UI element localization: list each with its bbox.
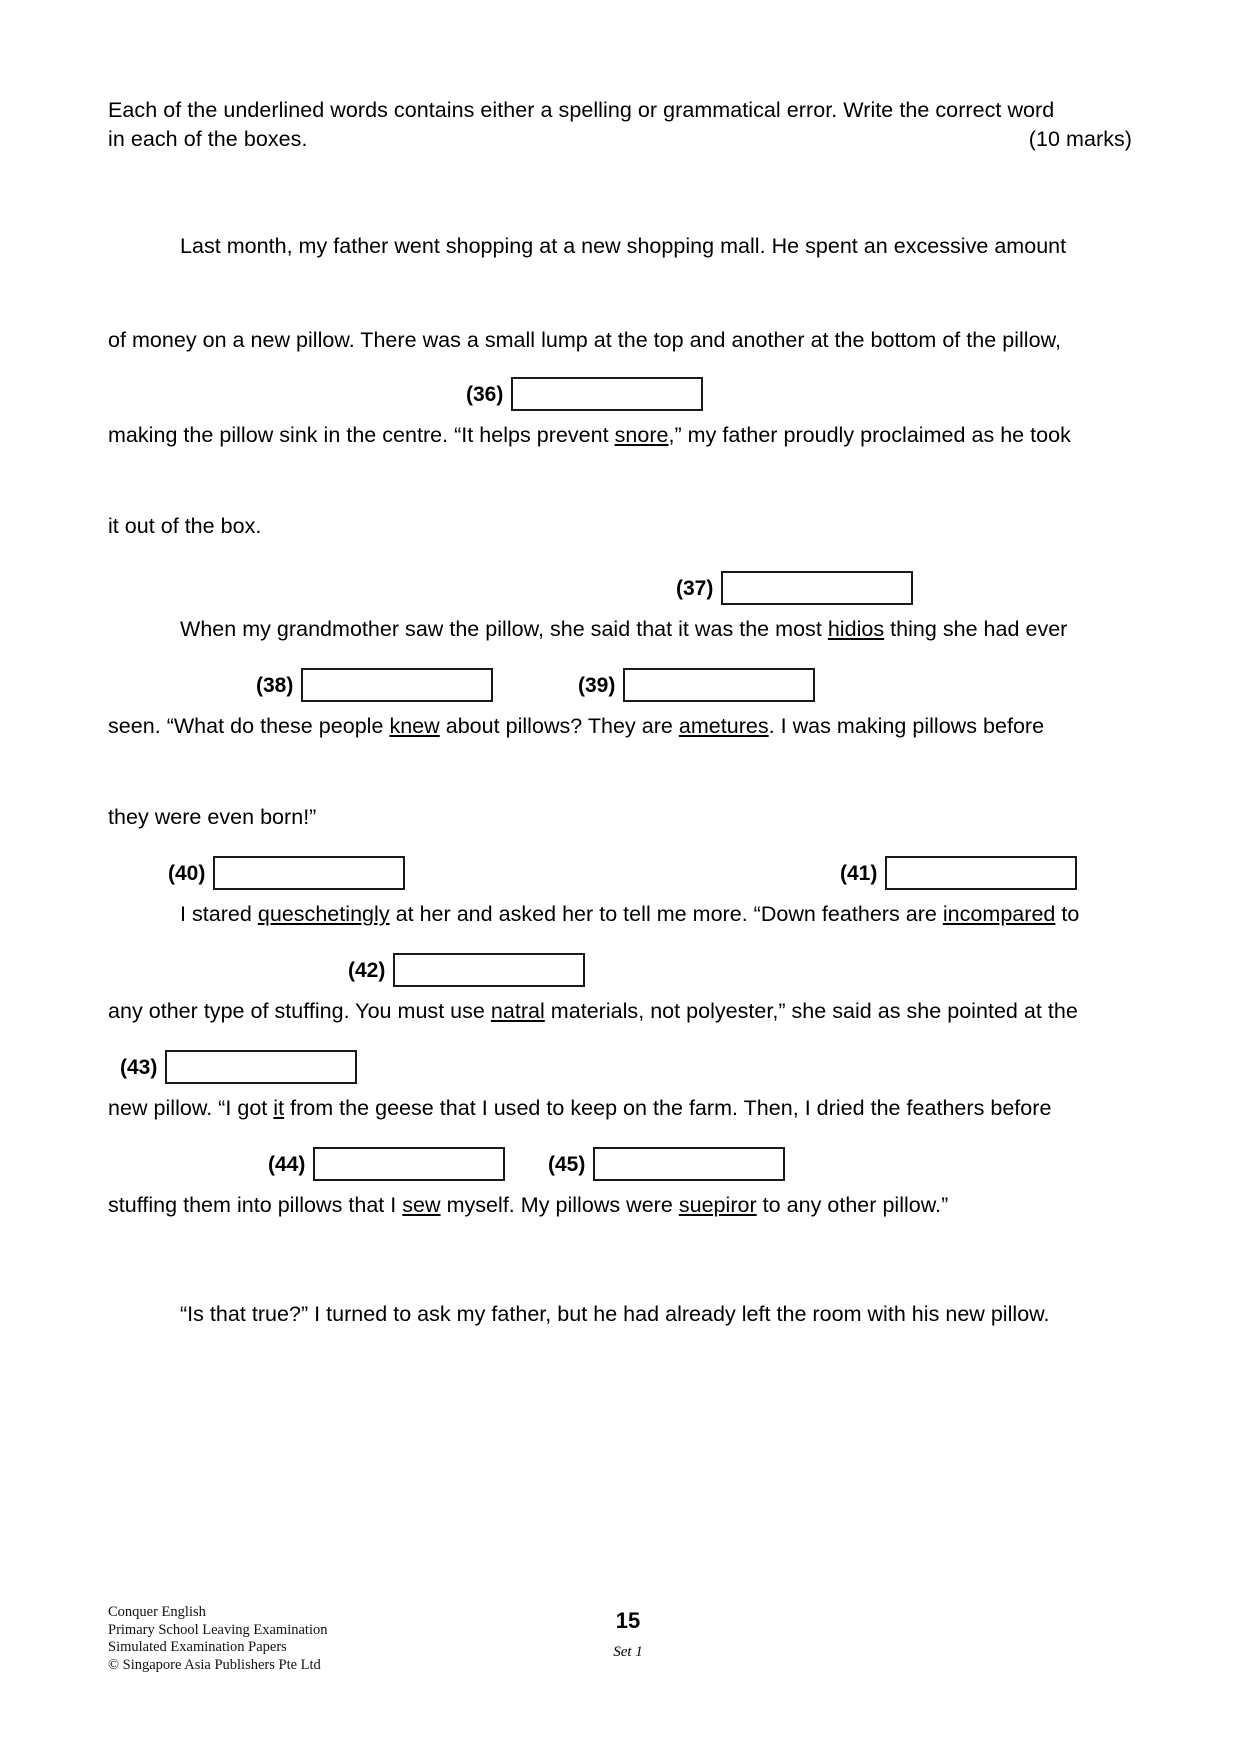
underlined-error-incompared: incompared <box>942 902 1056 926</box>
text-segment: . I was making pillows before <box>768 714 1045 738</box>
underlined-error-ametures: ametures <box>678 714 769 738</box>
spacer <box>108 450 1132 512</box>
answer-box-row-43 <box>108 1050 1132 1088</box>
page-content <box>108 96 1132 1329</box>
passage-line-p1-3 <box>108 421 1132 450</box>
answer-field-39[interactable] <box>578 668 815 702</box>
answer-box-37[interactable] <box>721 571 913 605</box>
text-segment: to <box>1055 902 1080 926</box>
passage-line-p3-2 <box>108 997 1132 1026</box>
footer-line-2: Primary School Leaving Examination <box>108 1621 328 1638</box>
text-segment: stuffing them into pillows that I <box>108 1193 403 1217</box>
answer-box-41[interactable] <box>885 856 1077 890</box>
spacer <box>108 741 1132 803</box>
passage-line-p2-3: they were even born!” <box>108 805 317 829</box>
answer-box-45[interactable] <box>593 1147 785 1181</box>
underlined-error-knew: knew <box>389 714 440 738</box>
spacer <box>108 261 1132 326</box>
answer-field-40[interactable] <box>168 856 405 890</box>
footer-line-1: Conquer English <box>108 1604 206 1620</box>
answer-box-38[interactable] <box>301 668 493 702</box>
passage-line-p3-3 <box>108 1094 1132 1123</box>
underlined-error-sew: sew <box>402 1193 441 1217</box>
text-segment: from the geese that I used to keep on the farm. Then, I dried the feathers before <box>284 1096 1052 1120</box>
answer-number-39: (39) <box>578 673 616 697</box>
answer-number-38: (38) <box>256 673 294 697</box>
passage-line-p2-1 <box>108 615 1132 644</box>
instruction-line-1: Each of the underlined words contains either a spelling or grammatical error. Write the correct word <box>108 98 1055 122</box>
answer-field-43[interactable] <box>120 1050 357 1084</box>
set-label: Set 1 <box>613 1644 643 1660</box>
passage-line-p3-1 <box>108 900 1132 929</box>
answer-box-row-36 <box>108 377 1132 415</box>
text-segment: making the pillow sink in the centre. “It helps prevent <box>108 423 615 447</box>
answer-box-row-40-41 <box>108 856 1132 894</box>
passage-line-p1-4: it out of the box. <box>108 514 262 538</box>
underlined-error-it: it <box>273 1096 285 1120</box>
answer-box-39[interactable] <box>623 668 815 702</box>
answer-box-row-37 <box>108 571 1132 609</box>
text-segment: I stared <box>180 902 258 926</box>
answer-box-row-42 <box>108 953 1132 991</box>
footer-publisher-block <box>108 1604 327 1674</box>
underlined-error-natral: natral <box>490 999 545 1023</box>
underlined-error-snore: snore <box>614 423 669 447</box>
answer-number-45: (45) <box>548 1152 586 1176</box>
answer-number-40: (40) <box>168 861 206 885</box>
answer-box-row-38-39 <box>108 668 1132 706</box>
footer-line-3: Simulated Examination Papers <box>108 1639 287 1655</box>
answer-box-42[interactable] <box>393 953 585 987</box>
footer-line-4: © Singapore Asia Publishers Pte Ltd <box>108 1656 321 1673</box>
text-segment: new pillow. “I got <box>108 1096 274 1120</box>
answer-field-44[interactable] <box>268 1147 505 1181</box>
answer-number-42: (42) <box>348 958 386 982</box>
underlined-error-queschetingly: queschetingly <box>257 902 390 926</box>
answer-field-38[interactable] <box>256 668 493 702</box>
passage-line-p4-1: “Is that true?” I turned to ask my father, but he had already left the room with his new pillow. <box>180 1302 1050 1326</box>
answer-box-row-44-45 <box>108 1147 1132 1185</box>
instruction-line-2-row <box>108 125 1132 154</box>
answer-field-37[interactable] <box>676 571 913 605</box>
passage-line-p1-1: Last month, my father went shopping at a new shopping mall. He spent an excessive amount <box>180 234 1067 258</box>
marks-label: (10 marks) <box>1028 127 1132 151</box>
instruction-block <box>108 96 1132 154</box>
spacer <box>108 1220 1132 1300</box>
answer-field-41[interactable] <box>840 856 1077 890</box>
text-segment: seen. “What do these people <box>108 714 390 738</box>
answer-number-37: (37) <box>676 576 714 600</box>
answer-number-44: (44) <box>268 1152 306 1176</box>
answer-field-42[interactable] <box>348 953 585 987</box>
answer-number-43: (43) <box>120 1055 158 1079</box>
underlined-error-hidios: hidios <box>827 617 885 641</box>
answer-field-45[interactable] <box>548 1147 785 1181</box>
text-segment: When my grandmother saw the pillow, she said that it was the most <box>180 617 828 641</box>
text-segment: ,” my father proudly proclaimed as he took <box>668 423 1071 447</box>
text-segment: at her and asked her to tell me more. “Down feathers are <box>389 902 943 926</box>
text-segment: any other type of stuffing. You must use <box>108 999 491 1023</box>
text-segment: myself. My pillows were <box>440 1193 679 1217</box>
answer-box-43[interactable] <box>165 1050 357 1084</box>
text-segment: materials, not polyester,” she said as she pointed at the <box>544 999 1078 1023</box>
passage-block <box>108 232 1132 1329</box>
page-footer <box>108 1604 1132 1682</box>
underlined-error-suepiror: suepiror <box>678 1193 757 1217</box>
answer-field-36[interactable] <box>466 377 703 411</box>
answer-number-36: (36) <box>466 382 504 406</box>
passage-line-p1-2: of money on a new pillow. There was a small lump at the top and another at the bottom of the pillow, <box>108 328 1061 352</box>
text-segment: to any other pillow.” <box>756 1193 949 1217</box>
instruction-line-2: in each of the boxes. <box>108 127 308 151</box>
text-segment: about pillows? They are <box>439 714 679 738</box>
answer-box-40[interactable] <box>213 856 405 890</box>
passage-line-p2-2 <box>108 712 1132 741</box>
passage-line-p3-4 <box>108 1191 1132 1220</box>
text-segment: thing she had ever <box>884 617 1068 641</box>
footer-center-block <box>368 1608 888 1662</box>
answer-box-44[interactable] <box>313 1147 505 1181</box>
answer-number-41: (41) <box>840 861 878 885</box>
answer-box-36[interactable] <box>511 377 703 411</box>
page-number: 15 <box>615 1608 641 1633</box>
